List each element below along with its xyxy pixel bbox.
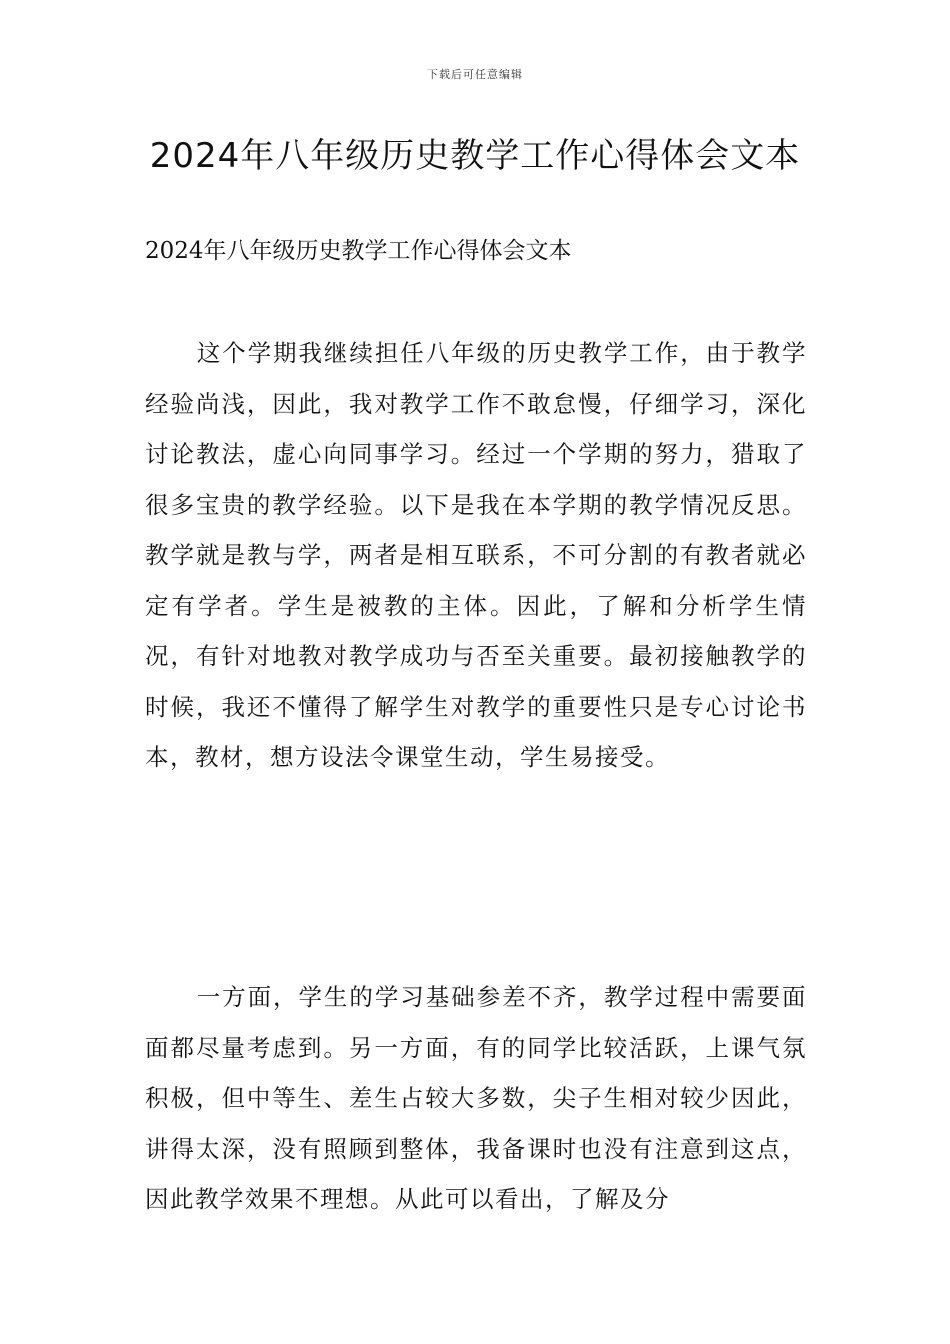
body-paragraph-1: 这个学期我继续担任八年级的历史教学工作，由于教学经验尚浅，因此，我对教学工作不敢怠慢，仔细学习，深化讨论教法，虚心向同事学习。经过一个学期的努力，猎取了很多宝贵的教学经验。以下是我在本学期的教学情况反思。教学就是教与学，两者是相互联系，不可分割的有教者就必定有学者。学生是被教的主体。因此，了解和分析学生情况，有针对地教对教学成功与否至关重要。最初接触教学的时候，我还不懂得了解学生对教学的重要性只是专心讨论书本，教材，想方设法令课堂生动，学生易接受。 bbox=[145, 339, 807, 771]
document-title: 2024年八年级历史教学工作心得体会文本 bbox=[149, 136, 801, 176]
body-paragraph-2: 一方面，学生的学习基础参差不齐，教学过程中需要面面都尽量考虑到。另一方面，有的同学比较活跃，上课气氛积极，但中等生、差生占较大多数，尖子生相对较少因此，讲得太深，没有照顾到整体，我备课时也没有注意到这点，因此教学效果不理想。从此可以看出，了解及分 bbox=[145, 983, 807, 1213]
header-note: 下载后可任意编辑 bbox=[427, 68, 523, 81]
document-subtitle: 2024年八年级历史教学工作心得体会文本 bbox=[145, 238, 572, 264]
